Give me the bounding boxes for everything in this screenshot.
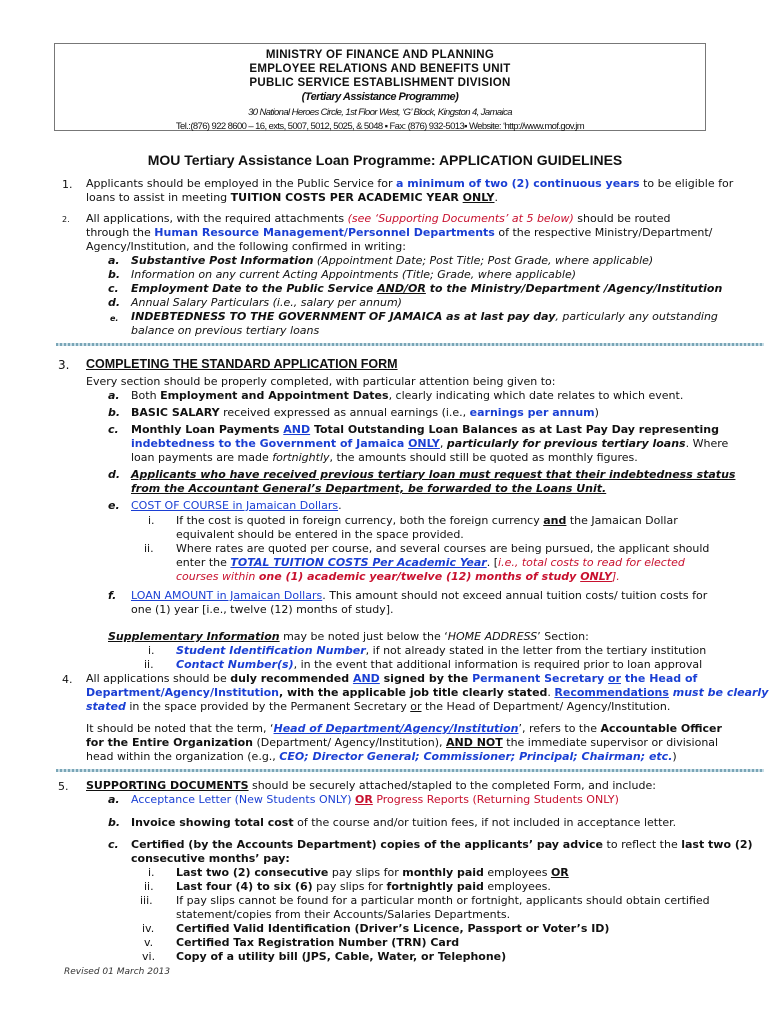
section-4-note-1: It should be noted that the term, ‘Head of Department/Agency/Institution’, refers to the Accountable Officer xyxy=(86,722,722,735)
supp-item-ii-text: Contact Number(s), in the event that additional information is required prior to loan approval xyxy=(176,658,703,671)
sub-item-i: i. xyxy=(148,866,155,879)
list-item-c: c. xyxy=(108,838,119,851)
division-name: PUBLIC SERVICE ESTABLISHMENT DIVISION xyxy=(249,77,511,89)
sub-item-ii-text: Where rates are quoted per course, and several courses are being pursued, the applicant should xyxy=(176,542,710,555)
list-item-f-text-2: one (1) year [i.e., twelve (12) months of study]. xyxy=(131,603,394,616)
section-number: 1. xyxy=(62,178,73,191)
ministry-name: MINISTRY OF FINANCE AND PLANNING xyxy=(265,49,495,61)
letterhead-box xyxy=(54,43,706,131)
list-item-b: b. xyxy=(108,406,121,419)
list-item-d-text: Annual Salary Particulars (i.e., salary per annum) xyxy=(131,296,402,309)
list-item-a-text: Both Employment and Appointment Dates, clearly indicating which date relates to which event. xyxy=(131,389,684,402)
sub-item-i: i. xyxy=(148,514,155,527)
section-4-line-3: stated in the space provided by the Permanent Secretary or the Head of Department/ Agency/Institution. xyxy=(86,700,671,713)
list-item-d: d. xyxy=(108,468,121,481)
document-title: MOU Tertiary Assistance Loan Programme: APPLICATION GUIDELINES xyxy=(147,152,623,168)
section-number: 4. xyxy=(62,673,73,686)
list-item-e-text: INDEBTEDNESS TO THE GOVERNMENT OF JAMAICA as at last pay day, particularly any outstanding xyxy=(131,310,718,323)
sub-item-vi: vi. xyxy=(142,950,156,963)
supp-item-i: i. xyxy=(148,644,155,657)
section-number: 2. xyxy=(62,215,70,224)
list-item-c-text-2: consecutive months’ pay: xyxy=(131,852,290,865)
list-item-d-text-1: Applicants who have received previous tertiary loan must request that their indebtedness status xyxy=(131,468,736,481)
section-4-line-2: Department/Agency/Institution, with the applicable job title clearly stated. Recommendations must be clearly xyxy=(86,686,769,699)
section-4-note-3: head within the organization (e.g., CEO; Director General; Commissioner; Principal; Chairman; etc.) xyxy=(86,750,677,763)
list-item-b: b. xyxy=(108,268,121,281)
list-item-c: c. xyxy=(108,423,119,436)
list-item-e: e. xyxy=(110,314,119,323)
list-item-e: e. xyxy=(108,499,120,512)
contact-line: Tel.:(876) 922 8600 – 16, exts, 5007, 5012, 5025, & 5048 ▪ Fax: (876) 932-5013▪ Website: ‘http://www.mof.gov.jm xyxy=(175,121,585,132)
sub-item-ii-text-2: enter the TOTAL TUITION COSTS Per Academic Year. [i.e., total costs to read for elected xyxy=(176,556,685,569)
sub-item-iv: iv. xyxy=(142,922,155,935)
section-2-line-3: Agency/Institution, and the following confirmed in writing: xyxy=(86,240,406,253)
list-item-b: b. xyxy=(108,816,121,829)
section-2-line-1: All applications, with the required attachments (see ‘Supporting Documents’ at 5 below) should be routed xyxy=(86,212,671,225)
list-item-b-text: Information on any current Acting Appointments (Title; Grade, where applicable) xyxy=(131,268,577,281)
section-5-heading: SUPPORTING DOCUMENTS should be securely attached/stapled to the completed Form, and include: xyxy=(86,779,656,792)
sub-item-i-text-2: equivalent should be entered in the space provided. xyxy=(176,528,464,541)
section-divider xyxy=(56,769,764,772)
sub-item-v-text: Certified Tax Registration Number (TRN) Card xyxy=(176,936,460,949)
section-3-heading: COMPLETING THE STANDARD APPLICATION FORM xyxy=(86,357,398,371)
list-item-b-text: BASIC SALARY received expressed as annual earnings (i.e., earnings per annum) xyxy=(131,406,599,419)
section-1-line-1: Applicants should be employed in the Public Service for a minimum of two (2) continuous years to be eligible for xyxy=(86,177,734,190)
section-number: 3. xyxy=(58,358,70,372)
list-item-c-text: Certified (by the Accounts Department) copies of the applicants’ pay advice to reflect the last two (2) xyxy=(131,838,753,851)
list-item-c: c. xyxy=(108,282,119,295)
sub-item-ii-text: Last four (4) to six (6) pay slips for fortnightly paid employees. xyxy=(176,880,551,893)
sub-item-v: v. xyxy=(144,936,154,949)
list-item-a-text: Substantive Post Information (Appointment Date; Post Title; Post Grade, where applicable) xyxy=(131,254,654,267)
section-4-line-1: All applications should be duly recommended AND signed by the Permanent Secretary or the Head of xyxy=(86,672,698,685)
revision-footer: Revised 01 March 2013 xyxy=(64,967,171,977)
section-4-note-2: for the Entire Organization (Department/ Agency/Institution), AND NOT the immediate supervisor or divisional xyxy=(86,736,719,749)
list-item-c-text: Employment Date to the Public Service AND/OR to the Ministry/Department /Agency/Institution xyxy=(131,282,723,295)
list-item-a-text: Acceptance Letter (New Students ONLY) OR Progress Reports (Returning Students ONLY) xyxy=(131,793,619,806)
list-item-b-text: Invoice showing total cost of the course and/or tuition fees, if not included in acceptance letter. xyxy=(131,816,677,829)
sub-item-iii-text-2: statement/copies from their Accounts/Salaries Departments. xyxy=(176,908,511,921)
sub-item-iii: iii. xyxy=(140,894,153,907)
sub-item-i-text: If the cost is quoted in foreign currency, both the foreign currency and the Jamaican Dollar xyxy=(176,514,678,527)
list-item-e-text-2: balance on previous tertiary loans xyxy=(131,324,320,337)
section-1-line-2: loans to assist in meeting TUITION COSTS PER ACADEMIC YEAR ONLY. xyxy=(86,191,498,204)
section-number: 5. xyxy=(58,780,69,793)
sub-item-vi-text: Copy of a utility bill (JPS, Cable, Water, or Telephone) xyxy=(176,950,507,963)
list-item-e-text: COST OF COURSE in Jamaican Dollars. xyxy=(131,499,342,512)
list-item-a: a. xyxy=(108,389,120,402)
list-item-d-text-2: from the Accountant General’s Department, be forwarded to the Loans Unit. xyxy=(131,482,607,495)
unit-name: EMPLOYEE RELATIONS AND BENEFITS UNIT xyxy=(249,63,511,75)
sub-item-ii-text-3: courses within one (1) academic year/twelve (12) months of study ONLY]. xyxy=(176,570,620,583)
list-item-c-text-1: Monthly Loan Payments AND Total Outstanding Loan Balances as at Last Pay Day representing xyxy=(131,423,720,436)
sub-item-ii: ii. xyxy=(144,880,154,893)
list-item-a: a. xyxy=(108,254,120,267)
sub-item-iii-text: If pay slips cannot be found for a particular month or fortnight, applicants should obtain certified xyxy=(176,894,710,907)
list-item-d: d. xyxy=(108,296,121,309)
list-item-f: f. xyxy=(108,589,117,602)
list-item-c-text-3: loan payments are made fortnightly, the amounts should still be quoted as monthly figures. xyxy=(131,451,638,464)
address-line: 30 National Heroes Circle, 1st Floor West, ‘G’ Block, Kingston 4, Jamaica xyxy=(248,107,512,118)
sub-item-ii: ii. xyxy=(144,542,154,555)
list-item-c-text-2: indebtedness to the Government of Jamaica ONLY, particularly for previous tertiary loans. Where xyxy=(131,437,729,450)
section-divider xyxy=(56,343,764,346)
supp-item-i-text: Student Identification Number, if not already stated in the letter from the tertiary institution xyxy=(176,644,707,657)
sub-item-iv-text: Certified Valid Identification (Driver’s Licence, Passport or Voter’s ID) xyxy=(176,922,610,935)
section-2-line-2: through the Human Resource Management/Personnel Departments of the respective Ministry/Department/ xyxy=(86,226,713,239)
supplementary-info: Supplementary Information may be noted just below the ‘HOME ADDRESS’ Section: xyxy=(108,630,589,643)
sub-item-i-text: Last two (2) consecutive pay slips for monthly paid employees OR xyxy=(176,866,569,879)
supp-item-ii: ii. xyxy=(144,658,154,671)
list-item-f-text: LOAN AMOUNT in Jamaican Dollars. This amount should not exceed annual tuition costs/ tuition costs for xyxy=(131,589,708,602)
programme-name: (Tertiary Assistance Programme) xyxy=(301,91,459,103)
section-3-intro: Every section should be properly completed, with particular attention being given to: xyxy=(86,375,556,388)
list-item-a: a. xyxy=(108,793,120,806)
